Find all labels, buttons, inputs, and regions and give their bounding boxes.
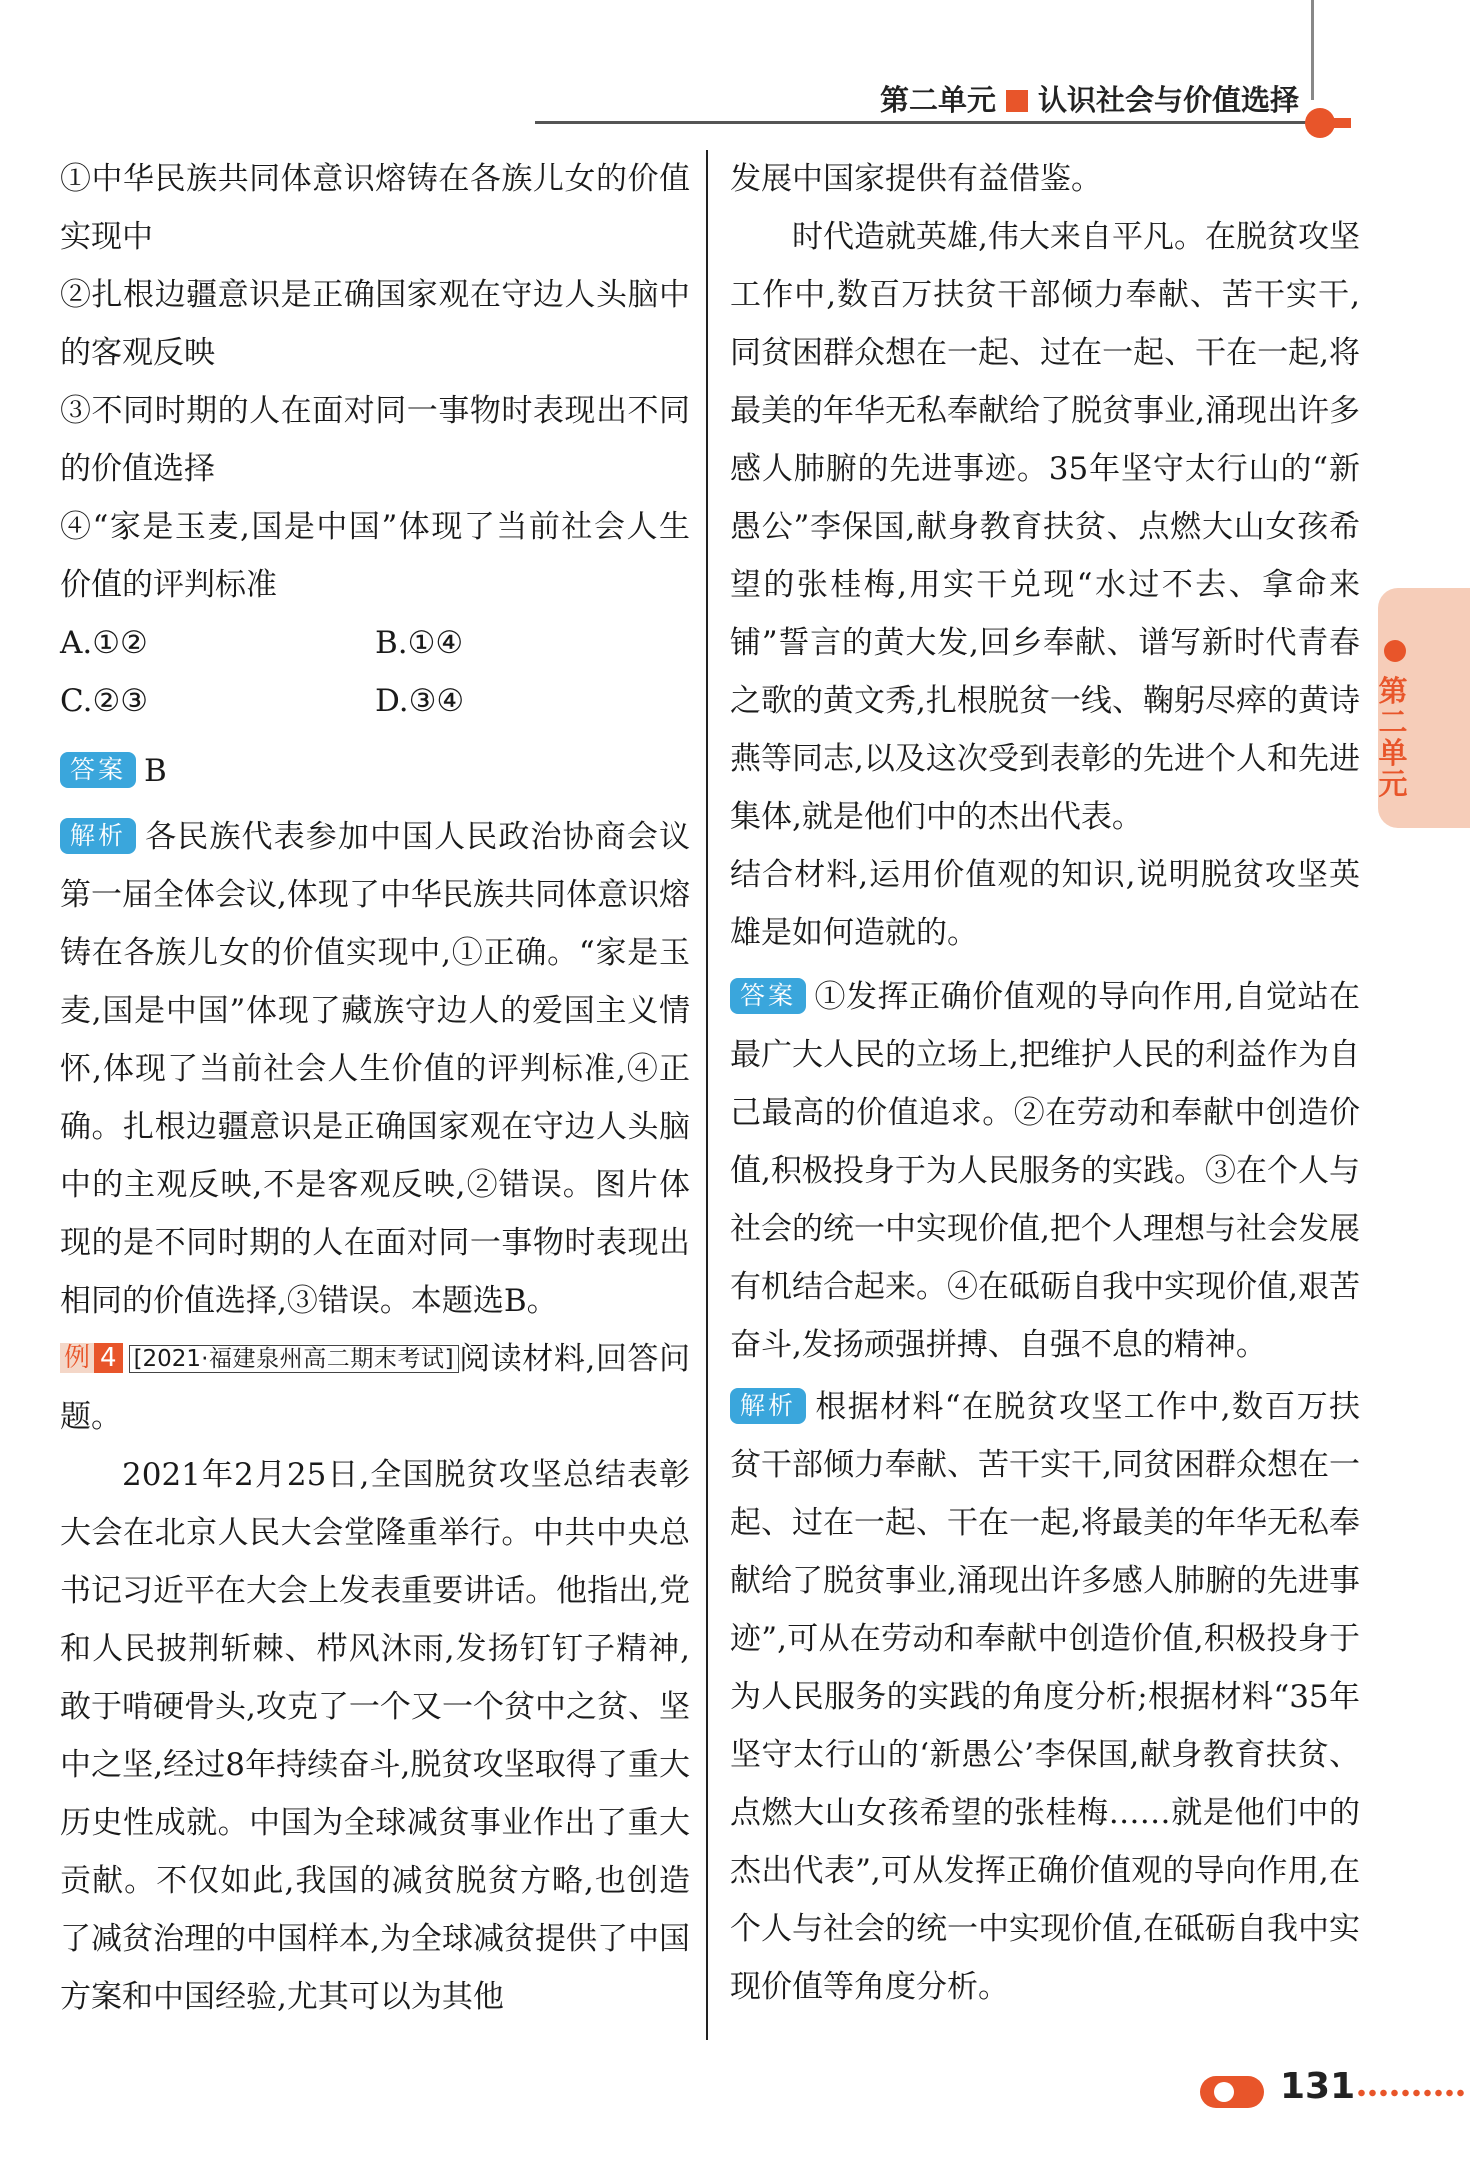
analysis-text: 根据材料“在脱贫攻坚工作中,数百万扶贫干部倾力奉献、苦干实干,同贫困群众想在一起、过在一起、干在一起,将最美的年华无私奉献给了脱贫事业,涌现出许多感人肺腑的先进事迹”,可从在劳动和奉献中创造价值,积极投身于为人民服务的实践的角度分析;根据材料“35年坚守太行山的‘新愚公’李保国,献身教育扶贫、点燃大山女孩希望的张桂梅……就是他们中的杰出代表”,可从发挥正确价值观的导向作用,在个人与社会的统一中实现价值,在砥砺自我中实现价值等角度分析。 [730, 1389, 1360, 2005]
answer-text: ①发挥正确价值观的导向作用,自觉站在最广大人民的立场上,把维护人民的利益作为自己最高的价值追求。②在劳动和奉献中创造价值,积极投身于为人民服务的实践。③在个人与社会的统一中实现价值,把个人理想与社会发展有机结合起来。④在砥砺自我中实现价值,艰苦奋斗,发扬顽强拼搏、自强不息的精神。 [730, 979, 1360, 1363]
example-header [60, 1330, 690, 1446]
analysis-tag: 解析 [730, 1388, 806, 1424]
options-row [60, 672, 690, 730]
example-prompt: 阅读材料,回答问题。 [60, 1341, 691, 1435]
left-column [60, 150, 690, 2026]
answer-line [60, 742, 690, 800]
answer-tag: 答案 [60, 752, 136, 788]
option-d: D.③④ [375, 683, 465, 719]
analysis-block [60, 808, 690, 1330]
option-c: C.②③ [60, 683, 149, 719]
example-source: [2021·福建泉州高二期末考试] [129, 1345, 459, 1373]
orange-square-icon [1006, 90, 1028, 112]
question-item: ③不同时期的人在面对同一事物时表现出不同的价值选择 [60, 393, 690, 487]
question-item: ①中华民族共同体意识熔铸在各族儿女的价值实现中 [60, 161, 690, 255]
header-vertical-rule [1311, 0, 1314, 100]
header-rule [535, 121, 1325, 124]
plug-icon [1384, 640, 1406, 662]
example-label: 例 [60, 1343, 94, 1373]
options-row [60, 614, 690, 672]
header-topic: 认识社会与价值选择 [1038, 83, 1300, 117]
footer-dots [1356, 2086, 1466, 2100]
header-unit: 第二单元 [880, 83, 997, 117]
question-text: 结合材料,运用价值观的知识,说明脱贫攻坚英雄是如何造就的。 [730, 857, 1360, 951]
column-divider [706, 150, 708, 2040]
analysis-tag: 解析 [60, 818, 136, 854]
answer-block [730, 968, 1360, 1374]
analysis-block [730, 1378, 1360, 2016]
plug-icon [1305, 108, 1335, 138]
footer-plug-icon [1200, 2076, 1264, 2108]
answer-text: B [144, 753, 167, 789]
analysis-text: 各民族代表参加中国人民政治协商会议第一届全体会议,体现了中华民族共同体意识熔铸在各族儿女的价值实现中,①正确。“家是玉麦,国是中国”体现了藏族守边人的爱国主义情怀,体现了当前社会人生价值的评判标准,④正确。扎根边疆意识是正确国家观在守边人头脑中的主观反映,不是客观反映,②错误。图片体现的是不同时期的人在面对同一事物时表现出相同的价值选择,③错误。本题选B。 [60, 819, 690, 1319]
material-paragraph: 时代造就英雄,伟大来自平凡。在脱贫攻坚工作中,数百万扶贫干部倾力奉献、苦干实干,同贫困群众想在一起、过在一起、干在一起,将最美的年华无私奉献给了脱贫事业,涌现出许多感人肺腑的先进事迹。35年坚守太行山的“新愚公”李保国,献身教育扶贫、点燃大山女孩希望的张桂梅,用实干兑现“水过不去、拿命来铺”誓言的黄大发,回乡奉献、谱写新时代青春之歌的黄文秀,扎根脱贫一线、鞠躬尽瘁的黄诗燕等同志,以及这次受到表彰的先进个人和先进集体,就是他们中的杰出代表。 [730, 219, 1360, 835]
option-b: B.①④ [375, 625, 464, 661]
material-paragraph: 2021年2月25日,全国脱贫攻坚总结表彰大会在北京人民大会堂隆重举行。中共中央总书记习近平在大会上发表重要讲话。他指出,党和人民披荆斩棘、栉风沐雨,发扬钉钉子精神,敢于啃硬骨头,攻克了一个又一个贫中之贫、坚中之坚,经过8年持续奋斗,脱贫攻坚取得了重大历史性成就。中国为全球减贫事业作出了重大贡献。不仅如此,我国的减贫脱贫方略,也创造了减贫治理的中国样本,为全球减贫提供了中国方案和中国经验,尤其可以为其他 [60, 1457, 690, 2015]
question-item: ④“家是玉麦,国是中国”体现了当前社会人生价值的评判标准 [60, 509, 690, 603]
example-number: 4 [94, 1343, 123, 1373]
answer-tag: 答案 [730, 978, 806, 1014]
option-a: A.①② [60, 625, 148, 661]
right-column [730, 150, 1360, 2016]
material-continuation: 发展中国家提供有益借鉴。 [730, 161, 1102, 197]
running-header [880, 78, 1299, 119]
example-badge [60, 1341, 123, 1375]
page-number: 131 [1280, 2066, 1356, 2107]
side-tab-label: 第二单元 [1378, 674, 1408, 801]
question-item: ②扎根边疆意识是正确国家观在守边人头脑中的客观反映 [60, 277, 690, 371]
